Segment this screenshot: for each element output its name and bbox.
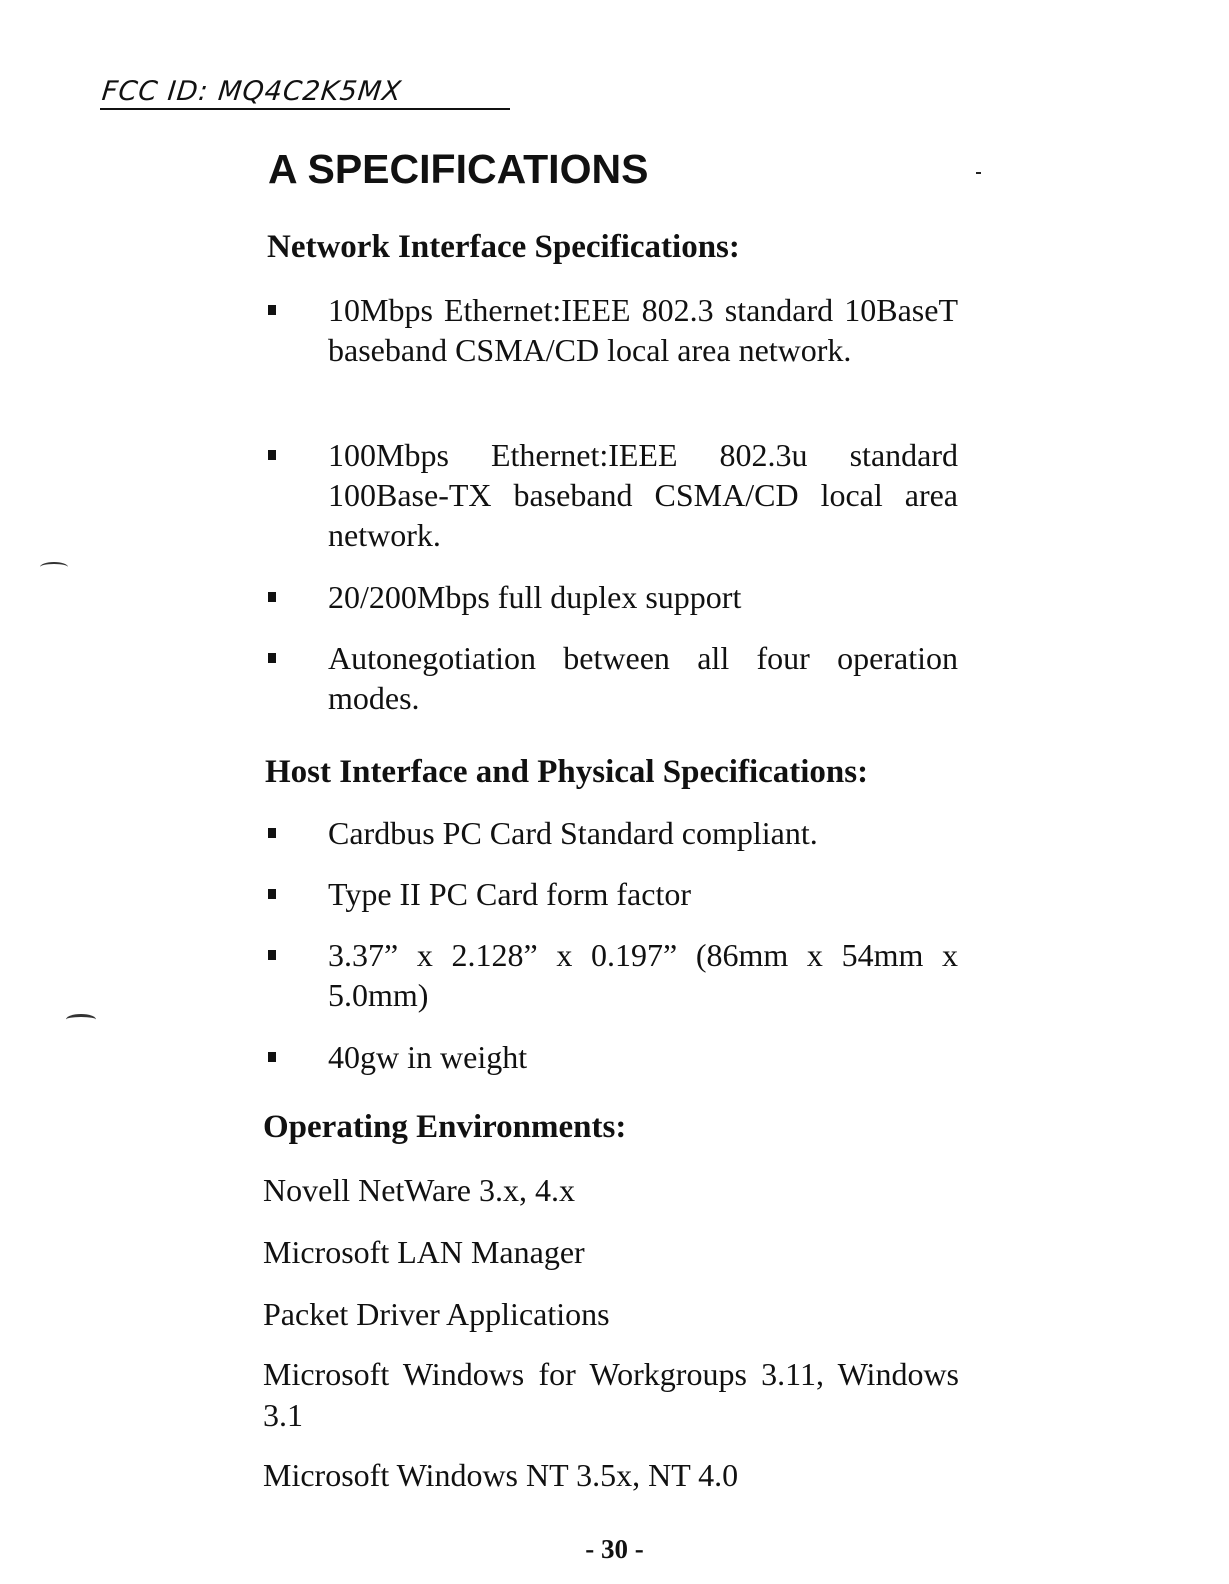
- fcc-id-text: FCC ID: MQ4C2K5MX: [100, 76, 404, 107]
- list-item: [266, 935, 958, 1015]
- list-item-text: 10Mbps Ethernet:IEEE 802.3 standard 10BaseT baseband CSMA/CD local area network.: [328, 292, 958, 368]
- bullet-icon: [268, 889, 276, 899]
- bullet-icon: [268, 450, 276, 460]
- environments-heading: Operating Environments:: [263, 1109, 627, 1145]
- list-item-text: 3.37” x 2.128” x 0.197” (86mm x 54mm x 5.0mm): [328, 937, 958, 1013]
- page-title: A SPECIFICATIONS: [268, 146, 649, 192]
- network-heading: Network Interface Specifications:: [267, 229, 740, 265]
- environment-item: Microsoft Windows NT 3.5x, NT 4.0: [263, 1457, 739, 1493]
- list-item-text: 100Mbps Ethernet:IEEE 802.3u standard 100Base-TX baseband CSMA/CD local area network.: [328, 437, 958, 553]
- list-item: [266, 290, 958, 370]
- environment-item: Packet Driver Applications: [263, 1296, 610, 1332]
- scan-speck: [976, 172, 981, 174]
- bullet-icon: [268, 828, 276, 838]
- list-item: [266, 813, 958, 853]
- environment-item: Microsoft LAN Manager: [263, 1234, 585, 1270]
- bullet-icon: [268, 950, 276, 960]
- list-item: [266, 435, 958, 555]
- scan-mark: [66, 1014, 96, 1025]
- list-item-text: 40gw in weight: [328, 1039, 528, 1075]
- list-item: [266, 874, 958, 914]
- page-number: - 30 -: [585, 1534, 644, 1564]
- bullet-icon: [268, 305, 276, 315]
- list-item: [266, 638, 958, 718]
- bullet-icon: [268, 653, 276, 663]
- fcc-id-handwritten: [100, 76, 510, 110]
- host-heading: Host Interface and Physical Specifications:: [265, 754, 869, 790]
- environment-item: Microsoft Windows for Workgroups 3.11, Windows 3.1: [263, 1356, 959, 1433]
- bullet-icon: [268, 592, 276, 602]
- environment-item: Novell NetWare 3.x, 4.x: [263, 1172, 575, 1208]
- bullet-icon: [268, 1052, 276, 1062]
- list-item: [266, 577, 958, 617]
- list-item-text: Cardbus PC Card Standard compliant.: [328, 815, 818, 851]
- list-item-text: Type II PC Card form factor: [328, 876, 691, 912]
- scan-mark: [40, 562, 68, 572]
- list-item: [266, 1037, 958, 1077]
- list-item-text: 20/200Mbps full duplex support: [328, 579, 742, 615]
- list-item-text: Autonegotiation between all four operation modes.: [328, 640, 958, 716]
